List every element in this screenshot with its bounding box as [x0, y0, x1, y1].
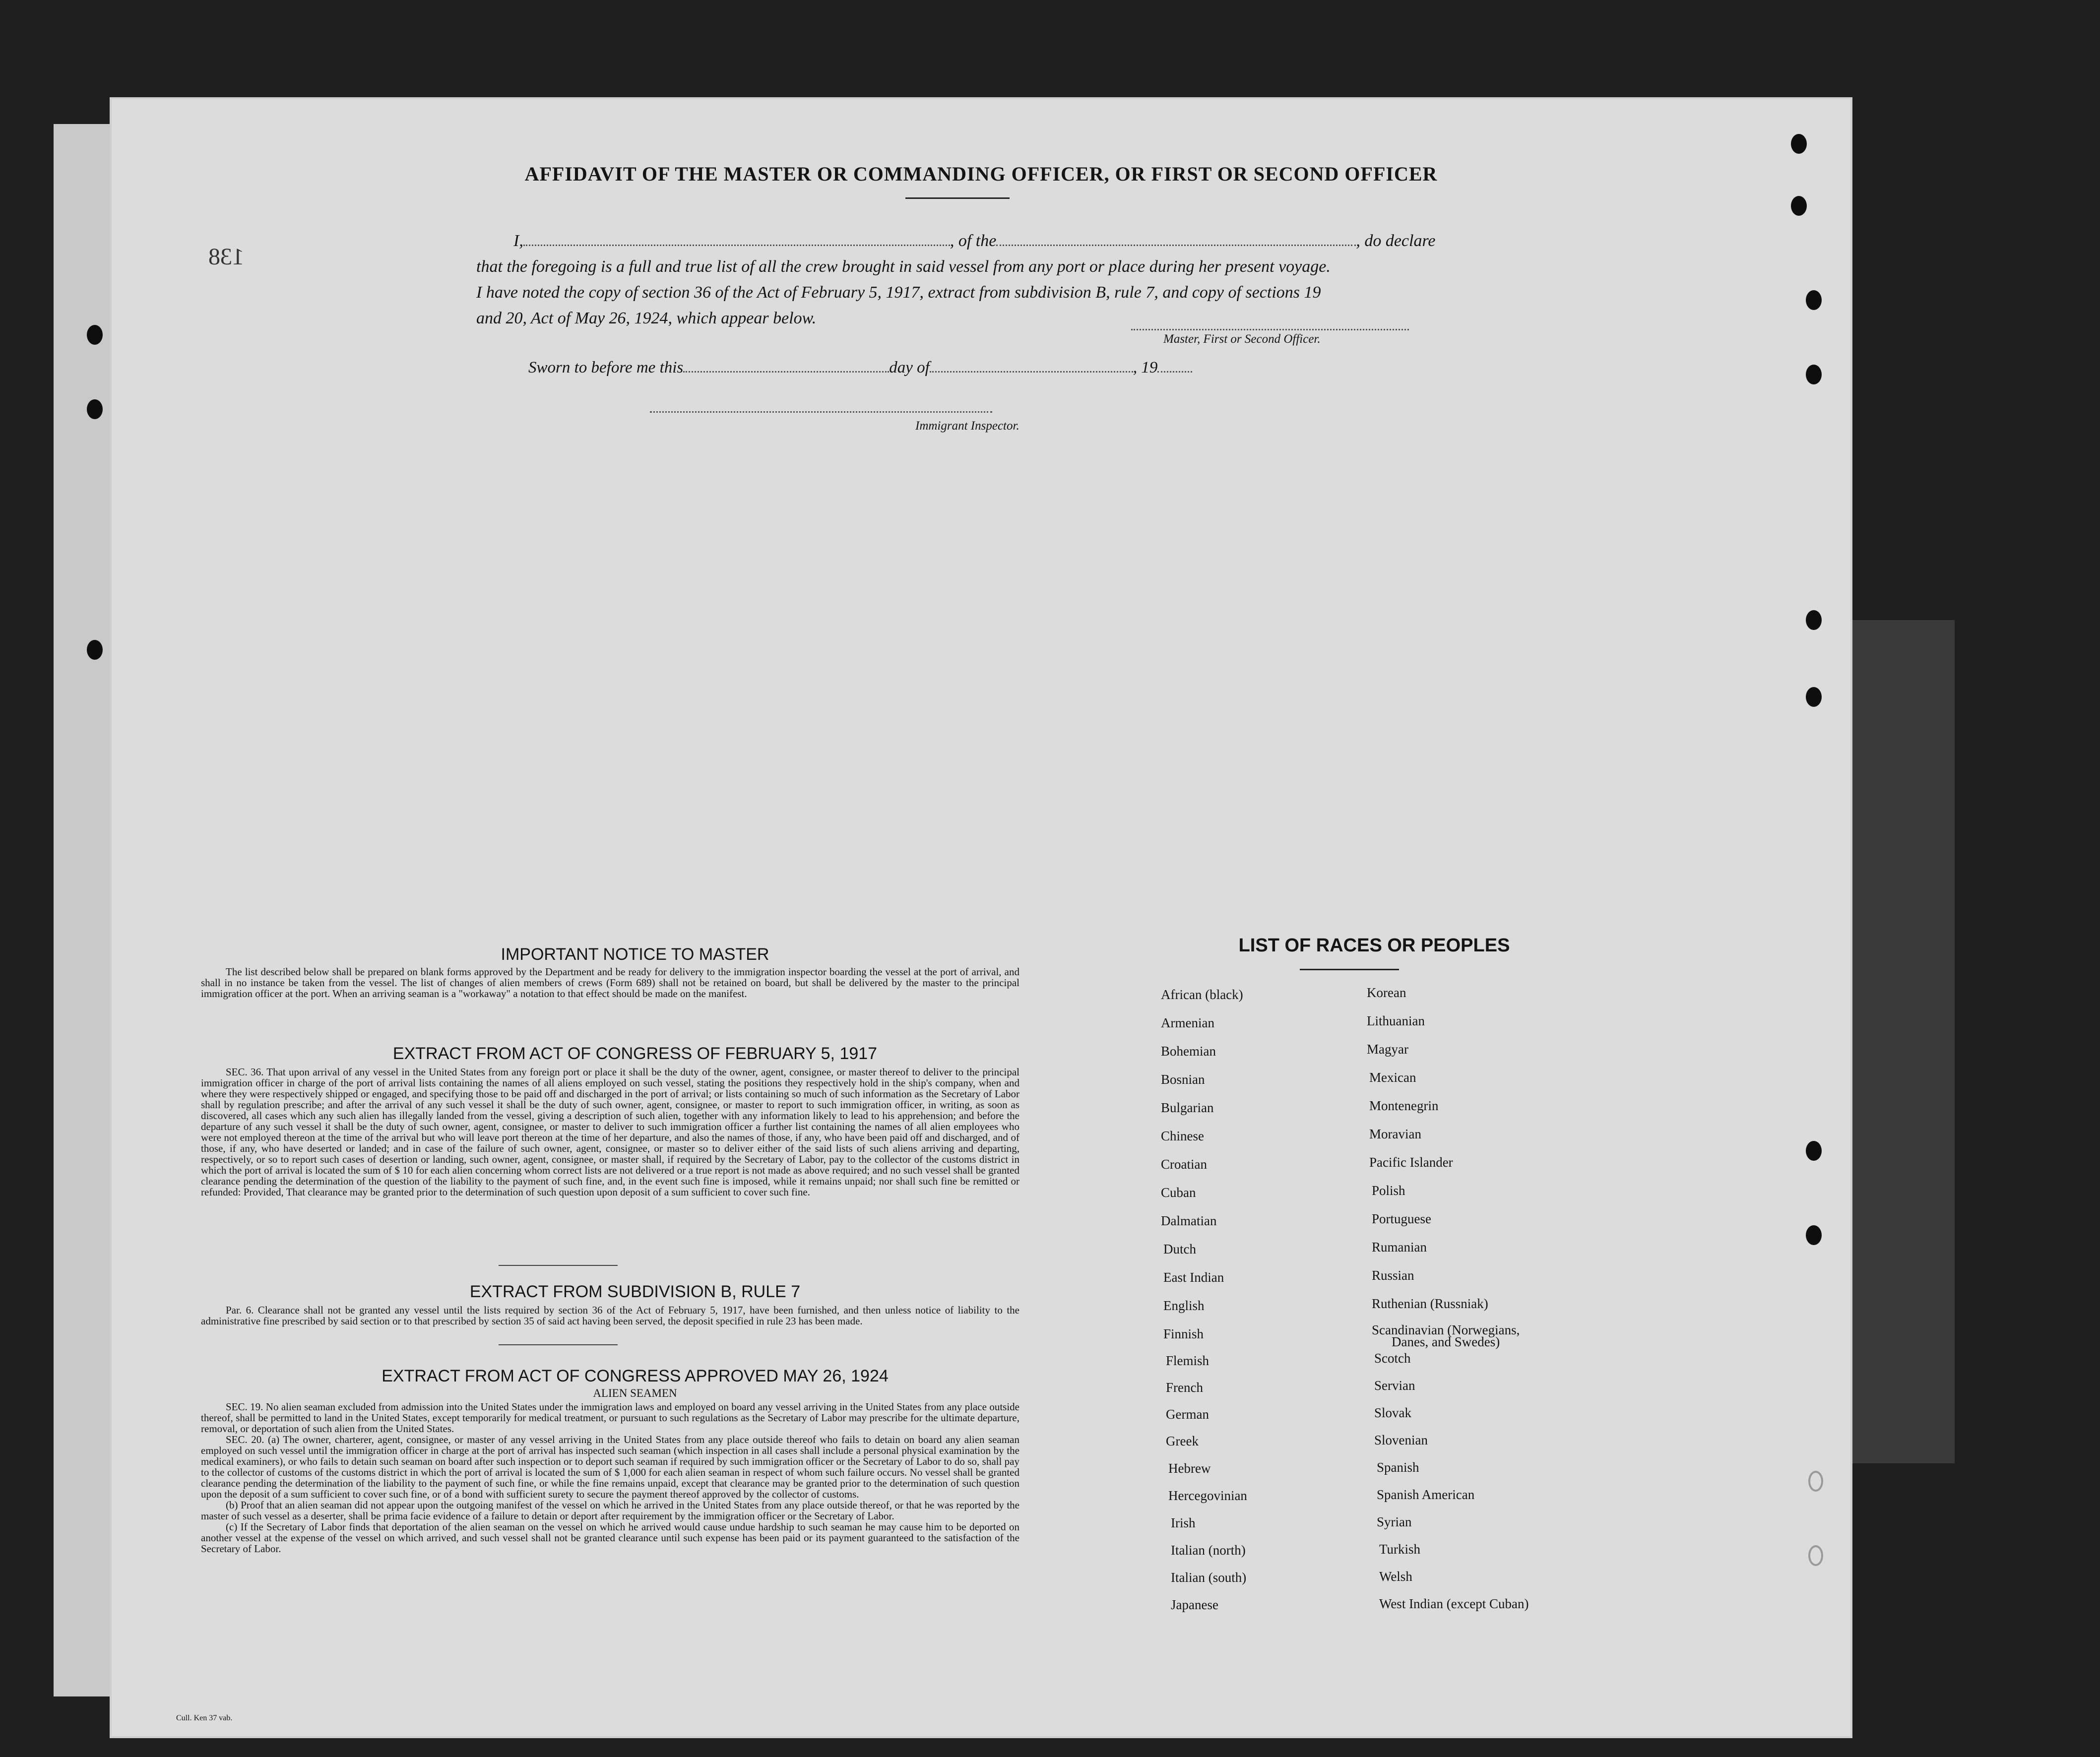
- race-item: Welsh: [1379, 1569, 1412, 1584]
- margin-number: 138: [208, 244, 244, 270]
- sworn-month-blank: [930, 371, 1133, 373]
- vessel-name-blank: [996, 244, 1356, 246]
- binder-hole: [1808, 1545, 1823, 1566]
- binder-hole: [1806, 290, 1822, 310]
- alien-seamen-subtitle: ALIEN SEAMEN: [593, 1387, 677, 1399]
- title-rule: [905, 197, 1010, 199]
- inspector-signature-label: Immigrant Inspector.: [915, 419, 1019, 433]
- binder-hole: [1806, 365, 1822, 384]
- extract-1917-paragraph: SEC. 36. That upon arrival of any vessel in the United States from any foreign port or place it shall be the duty of the owner, agent, consignee, or master thereof to deliver to the principal immigration officer in charge of the port of arrival lists containing the names of all aliens employed on such vessel, stating the positions they respectively hold in the ship's company, when and where they were respectively shipped or engaged, and specifying those to be paid off and discharged in the port of arrival; or lists containing so much of such information as the Secretary of Labor shall by regulation prescribe; and after the arrival of any such vessel it shall be the duty of such owner, agent, consignee, or master to report to such immigration officer, in writing, as soon as discovered, all cases which any such alien has illegally landed from the vessel, giving a description of such alien, together with any information likely to lead to his apprehension; and before the departure of any such vessel it shall be the duty of such owner, agent, consignee, or master to deliver to such immigration officer a further list containing the names of all alien employees who were not employed thereon at the time of the arrival but who will leave port thereon at the time of her departure, and also the names of those, if any, who have been paid off and discharged, and of those, if any, who have deserted or landed; and in case of the failure of such owner, agent, consignee, or master so to deliver either of the said lists of such aliens arriving and departing, respectively, or so to report such cases of desertion or landing, such owner, agent, consignee, or master shall, if required by the Secretary of Labor, pay to the collector of the customs district in which the port of arrival is located the sum of $ 10 for each alien concerning whom correct lists are not delivered or a true report is not made as above required; and no such vessel shall be granted clearance pending the determination of the question of the liability to the payment of such fine, and, in the event such fine is imposed, while it remains unpaid; nor shall such fine be remitted or refunded: Provided, That clearance may be granted prior to the determination of such question upon deposit of a sum sufficient to cover such fine.: [201, 1066, 1019, 1198]
- declaration-text: that the foregoing is a full and true list of all the crew brought in said vessel from any port or place during her present voyage.: [476, 257, 1331, 276]
- sec-20a-paragraph: SEC. 20. (a) The owner, charterer, agent, consignee, or master of any vessel arriving in the United States from any place outside thereof who fails to detain on board any alien seaman employed on such vessel until the immigration officer in charge at the port of arrival has inspected such seaman (which inspection in all cases shall include a personal physical examination by the medical examiners), or who fails to detain such seaman on board after such inspection or to deport such seaman if required by such immigration officer or the Secretary of Labor to do so, shall pay to the collector of customs of the customs district in which the port of arrival is located the sum of $ 1,000 for each alien seaman in respect of whom such failure occurs. No vessel shall be granted clearance pending the determination of the liability to the payment of such fine, or while the fine remains unpaid, except that clearance may be granted prior to the determination of such question upon the deposit of a sum sufficient to cover such fine, or of a bond with sufficient surety to secure the payment thereof approved by the collector of customs.: [201, 1434, 1019, 1500]
- race-item: Scotch: [1374, 1351, 1411, 1366]
- race-item: Hercegovinian: [1168, 1488, 1247, 1503]
- declarant-name-blank: [523, 244, 950, 246]
- race-item: German: [1166, 1407, 1209, 1422]
- binder-hole: [87, 399, 103, 419]
- day-of-label: day of: [889, 359, 930, 376]
- race-item: Montenegrin: [1369, 1098, 1439, 1113]
- race-item: Slovenian: [1374, 1433, 1428, 1447]
- extract-1924-title: EXTRACT FROM ACT OF CONGRESS APPROVED MAY 26, 1924: [382, 1367, 889, 1385]
- race-item: Turkish: [1379, 1542, 1421, 1557]
- race-item: Finnish: [1163, 1326, 1204, 1341]
- race-item: Japanese: [1171, 1597, 1218, 1612]
- race-item: Pacific Islander: [1369, 1155, 1453, 1170]
- race-item: Polish: [1372, 1183, 1405, 1198]
- inspector-signature-line: [650, 411, 992, 413]
- declaration-text: I have noted the copy of section 36 of the Act of February 5, 1917, extract from subdivision B, rule 7, and copy of sections 19: [476, 283, 1321, 302]
- races-title-rule: [1300, 969, 1399, 970]
- footer-stamp: Cull. Ken 37 vab.: [176, 1714, 233, 1722]
- year-label: , 19: [1133, 359, 1158, 376]
- race-item: Slovak: [1374, 1405, 1412, 1420]
- section-separator: [499, 1344, 618, 1345]
- race-item: Spanish American: [1377, 1487, 1475, 1502]
- race-item: East Indian: [1163, 1270, 1224, 1285]
- race-item: Italian (north): [1171, 1543, 1246, 1558]
- master-signature-line: [1131, 328, 1409, 330]
- sworn-line: [528, 359, 1192, 377]
- affidavit-title: AFFIDAVIT OF THE MASTER OR COMMANDING OFFICER, OR FIRST OR SECOND OFFICER: [524, 163, 1438, 185]
- race-item: Italian (south): [1171, 1570, 1247, 1585]
- binder-hole: [1806, 1225, 1822, 1245]
- declaration-line: [476, 228, 1568, 254]
- race-item: African (black): [1161, 987, 1243, 1002]
- races-title: LIST OF RACES OR PEOPLES: [1238, 935, 1510, 956]
- sec-19-paragraph: SEC. 19. No alien seaman excluded from admission into the United States under the immigration laws and employed on board any vessel arriving in the United States from any place outside thereof, shall be permitted to land in the United States, except temporarily for medical treatment, or pursuant to such regulations as the Secretary of Labor may prescribe for the ultimate departure, removal, or deportation of such alien from the United States.: [201, 1401, 1019, 1435]
- race-item: Servian: [1374, 1378, 1415, 1393]
- race-item: Korean: [1367, 985, 1406, 1000]
- extract-rule7-paragraph: Par. 6. Clearance shall not be granted any vessel until the lists required by section 36 of the Act of February 5, 1917, have been furnished, and then unless notice of liability to the administrative fine prescribed by said section or to that prescribed by section 35 of said act having been served, the deposit specified in rule 23 has been made.: [201, 1304, 1019, 1327]
- race-item: Scandinavian (Norwegians,: [1372, 1322, 1520, 1337]
- extract-1917-title: EXTRACT FROM ACT OF CONGRESS OF FEBRUARY 5, 1917: [392, 1044, 878, 1063]
- race-item: Greek: [1166, 1434, 1199, 1448]
- race-item: Croatian: [1161, 1157, 1207, 1172]
- document-page: [112, 99, 1850, 1736]
- race-item: Cuban: [1161, 1185, 1196, 1200]
- sec-20c-paragraph: (c) If the Secretary of Labor finds that deportation of the alien seaman on the vessel on which he arrived would cause undue hardship to such seaman he may cause him to be deported on another vessel at the expense of the vessel on which arrived, and such vessel shall not be granted clearance until such expense has been paid or its payment guaranteed to the satisfaction of the Secretary of Labor.: [201, 1521, 1019, 1555]
- declarant-label: I,: [513, 232, 523, 250]
- binder-hole: [87, 325, 103, 345]
- race-item: Irish: [1171, 1515, 1196, 1530]
- race-item: Magyar: [1367, 1042, 1408, 1057]
- affidavit-body: [476, 228, 1568, 331]
- race-item: Moravian: [1369, 1127, 1421, 1141]
- race-item: English: [1163, 1298, 1205, 1313]
- race-item: Hebrew: [1168, 1461, 1211, 1476]
- section-separator: [499, 1265, 618, 1266]
- sec-20b-paragraph: (b) Proof that an alien seaman did not appear upon the outgoing manifest of the vessel on which he arrived in the United States from any place outside thereof, or that he was reported by the master of such vessel as a deserter, shall be prima facie evidence of a failure to detain or deport after requirement by the immigration officer or the Secretary of Labor.: [201, 1499, 1019, 1522]
- extract-1924-text: [201, 1401, 1019, 1610]
- binder-hole: [1791, 196, 1807, 216]
- notice-paragraph: The list described below shall be prepared on blank forms approved by the Department and be ready for delivery to the immigration inspector boarding the vessel at the port of arrival, and shall in no instance be taken from the vessel. The list of changes of alien members of crews (Form 689) shall not be retained on board, but shall be delivered by the master to the principal immigration officer at the port. When an arriving seaman is a "workaway" a notation to that effect should be made on the manifest.: [201, 966, 1019, 1000]
- year-blank: [1157, 371, 1192, 373]
- binder-hole: [1808, 1471, 1823, 1492]
- race-item: Rumanian: [1372, 1240, 1427, 1255]
- race-item: Dutch: [1163, 1242, 1196, 1256]
- race-item: French: [1166, 1380, 1203, 1395]
- race-item: Bosnian: [1161, 1072, 1205, 1087]
- notice-title: IMPORTANT NOTICE TO MASTER: [501, 945, 769, 964]
- binder-hole: [87, 640, 103, 660]
- race-item: Spanish: [1377, 1460, 1419, 1475]
- race-item: Ruthenian (Russniak): [1372, 1296, 1488, 1311]
- race-item: Dalmatian: [1161, 1213, 1217, 1228]
- binder-hole: [1791, 134, 1807, 154]
- race-item: Lithuanian: [1367, 1013, 1425, 1028]
- race-item: Danes, and Swedes): [1392, 1334, 1500, 1349]
- declare-label: , do declare: [1356, 232, 1436, 250]
- race-item: Armenian: [1161, 1015, 1214, 1030]
- extract-rule7-title: EXTRACT FROM SUBDIVISION B, RULE 7: [469, 1282, 801, 1301]
- extract-rule7-text: [201, 1305, 1019, 1339]
- race-item: Bohemian: [1161, 1044, 1216, 1059]
- binder-hole: [1806, 687, 1822, 707]
- extract-1917-text: [201, 1067, 1019, 1250]
- sworn-label: Sworn to before me this: [528, 359, 684, 376]
- race-item: Russian: [1372, 1268, 1414, 1283]
- race-item: West Indian (except Cuban): [1379, 1596, 1529, 1611]
- binder-hole: [1806, 610, 1822, 630]
- notice-text: [201, 966, 1019, 1016]
- vessel-label: , of the: [950, 232, 997, 250]
- race-item: Syrian: [1377, 1514, 1412, 1529]
- binder-hole: [1806, 1141, 1822, 1161]
- race-item: Portuguese: [1372, 1211, 1431, 1226]
- declaration-text: and 20, Act of May 26, 1924, which appear below.: [476, 309, 817, 327]
- race-item: Mexican: [1369, 1070, 1416, 1085]
- race-item: Bulgarian: [1161, 1100, 1214, 1115]
- race-item: Flemish: [1166, 1353, 1209, 1368]
- sworn-day-blank: [683, 371, 889, 373]
- race-item: Chinese: [1161, 1129, 1204, 1143]
- master-signature-label: Master, First or Second Officer.: [1163, 332, 1321, 346]
